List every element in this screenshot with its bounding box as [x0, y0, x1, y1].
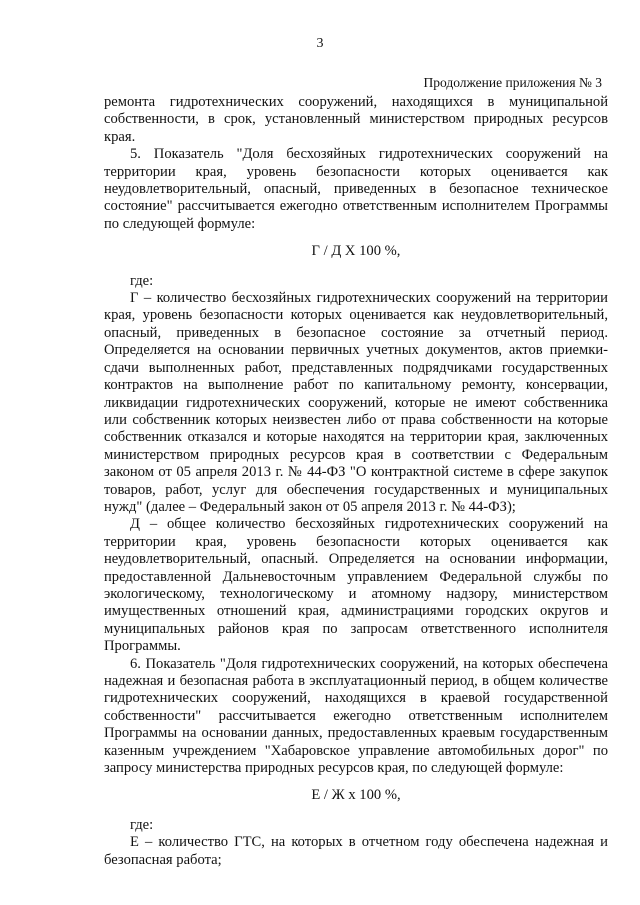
body-text — [104, 94, 608, 869]
appendix-continuation-note: Продолжение приложения № 3 — [423, 75, 602, 90]
paragraph-indicator-5: 5. Показатель "Доля бесхозяйных гидротехнических сооружений на территории края, уровень безопасности которых оценивается как неудовлетворительный, опасный, приведенных в безопасное техническое состояние" рассчитывается ежегодно ответственным исполнителем Программы по следующей формуле: — [104, 146, 608, 232]
paragraph-continuation: ремонта гидротехнических сооружений, находящихся в муниципальной собственности, в срок, установленный министерством природных ресурсов края. — [104, 94, 608, 145]
paragraph-definition-g: Г – количество бесхозяйных гидротехнических сооружений на территории края, уровень безопасности которых оценивается как неудовлетворительный, опасный, приведенных в безопасное состояние за отчетный период. Определяется на основании первичных учетных документов, актов приемки-сдачи выполненных работ, представленных подрядчиками государственных контрактов на выполнение работ по капитальному ремонту, консервации, ликвидации гидротехнических сооружений, которые не имеют собственника или собственник которых неизвестен либо от права собственности на которые собственник отказался и которые находятся на территории края, заключенных министерством природных ресурсов края в соответствии с Федеральным законом от 05 апреля 2013 г. № 44-ФЗ "О контрактной системе в сфере закупок товаров, работ, услуг для обеспечения государственных и муниципальных нужд" (далее – Федеральный закон от 05 апреля 2013 г. № 44-ФЗ); — [104, 290, 608, 515]
paragraph-definition-d: Д – общее количество бесхозяйных гидротехнических сооружений на территории края, уровень безопасности которых оценивается как неудовлетворительный, опасный. Определяется на основании информации, предоставленной Дальневосточным управлением Федеральной службы по экологическому, технологическому и атомному надзору, министерством имущественных отношений края, администрациями городских округов и муниципальных районов края по запросам ответственного исполнителя Программы. — [104, 516, 608, 655]
paragraph-definition-e: Е – количество ГТС, на которых в отчетном году обеспечена надежная и безопасная работа; — [104, 834, 608, 868]
formula-indicator-6: Е / Ж х 100 %, — [311, 787, 401, 804]
where-label: где: — [130, 272, 154, 289]
where-label-2: где: — [130, 816, 154, 833]
formula-indicator-5: Г / Д Х 100 %, — [311, 243, 401, 260]
page-number: 3 — [316, 36, 324, 51]
paragraph-indicator-6: 6. Показатель "Доля гидротехнических сооружений, на которых обеспечена надежная и безопасная работа в эксплуатационный период, в общем количестве гидротехнических сооружений, находящихся в краевой государственной собственности" рассчитывается ежегодно ответственным исполнителем Программы на основании данных, предоставленных краевым государственным казенным учреждением "Хабаровское управление автомобильных дорог" по запросу министерства природных ресурсов края, по следующей формуле: — [104, 655, 608, 777]
